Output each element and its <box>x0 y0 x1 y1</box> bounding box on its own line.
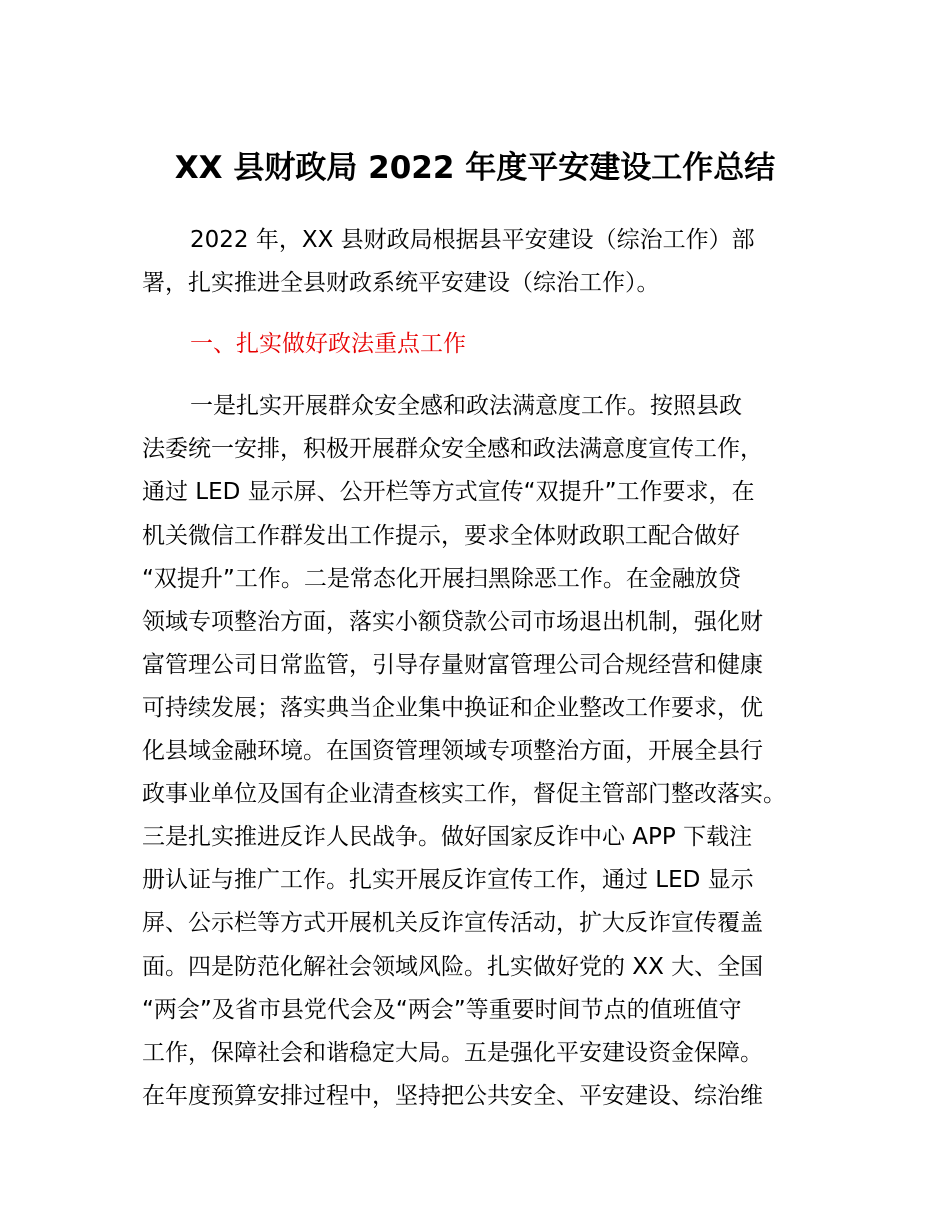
body-line-10: 政事业单位及国有企业清查核实工作，督促主管部门整改落实。 <box>142 781 786 807</box>
body-line-2: 法委统一安排，积极开展群众安全感和政法满意度宣传工作， <box>142 436 763 462</box>
body-line-7: 富管理公司日常监管，引导存量财富管理公司合规经营和健康 <box>142 652 763 678</box>
body-line-5: “双提升”工作。二是常态化开展扫黑除恶工作。在金融放贷 <box>142 566 741 592</box>
body-line-14: 面。四是防范化解社会领域风险。扎实做好党的 XX 大、全国 <box>142 954 764 980</box>
intro-line-1: 2022 年，XX 县财政局根据县平安建设（综治工作）部 <box>190 227 755 253</box>
body-line-11: 三是扎实推进反诈人民战争。做好国家反诈中心 APP 下载注 <box>142 824 753 850</box>
body-line-9: 化县域金融环境。在国资管理领域专项整治方面，开展全县行 <box>142 738 763 764</box>
body-line-8: 可持续发展；落实典当企业集中换证和企业整改工作要求，优 <box>142 695 763 721</box>
section-heading: 一、扎实做好政法重点工作 <box>190 331 466 357</box>
body-line-1: 一是扎实开展群众安全感和政法满意度工作。按照县政 <box>190 393 742 419</box>
body-line-12: 册认证与推广工作。扎实开展反诈宣传工作，通过 LED 显示 <box>142 867 754 893</box>
intro-line-2: 署，扎实推进全县财政系统平安建设（综治工作）。 <box>142 270 660 296</box>
body-line-4: 机关微信工作群发出工作提示，要求全体财政职工配合做好 <box>142 523 740 549</box>
body-line-3: 通过 LED 显示屏、公开栏等方式宣传“双提升”工作要求，在 <box>142 479 755 505</box>
document-title: XX 县财政局 2022 年度平安建设工作总结 <box>174 150 776 186</box>
body-line-16: 工作，保障社会和谐稳定大局。五是强化平安建设资金保障。 <box>142 1040 763 1066</box>
body-line-13: 屏、公示栏等方式开展机关反诈宣传活动，扩大反诈宣传覆盖 <box>142 910 763 936</box>
body-line-17: 在年度预算安排过程中，坚持把公共安全、平安建设、综治维 <box>142 1083 763 1109</box>
body-line-6: 领域专项整治方面，落实小额贷款公司市场退出机制，强化财 <box>142 609 763 635</box>
body-line-15: “两会”及省市县党代会及“两会”等重要时间节点的值班值守 <box>142 997 742 1023</box>
